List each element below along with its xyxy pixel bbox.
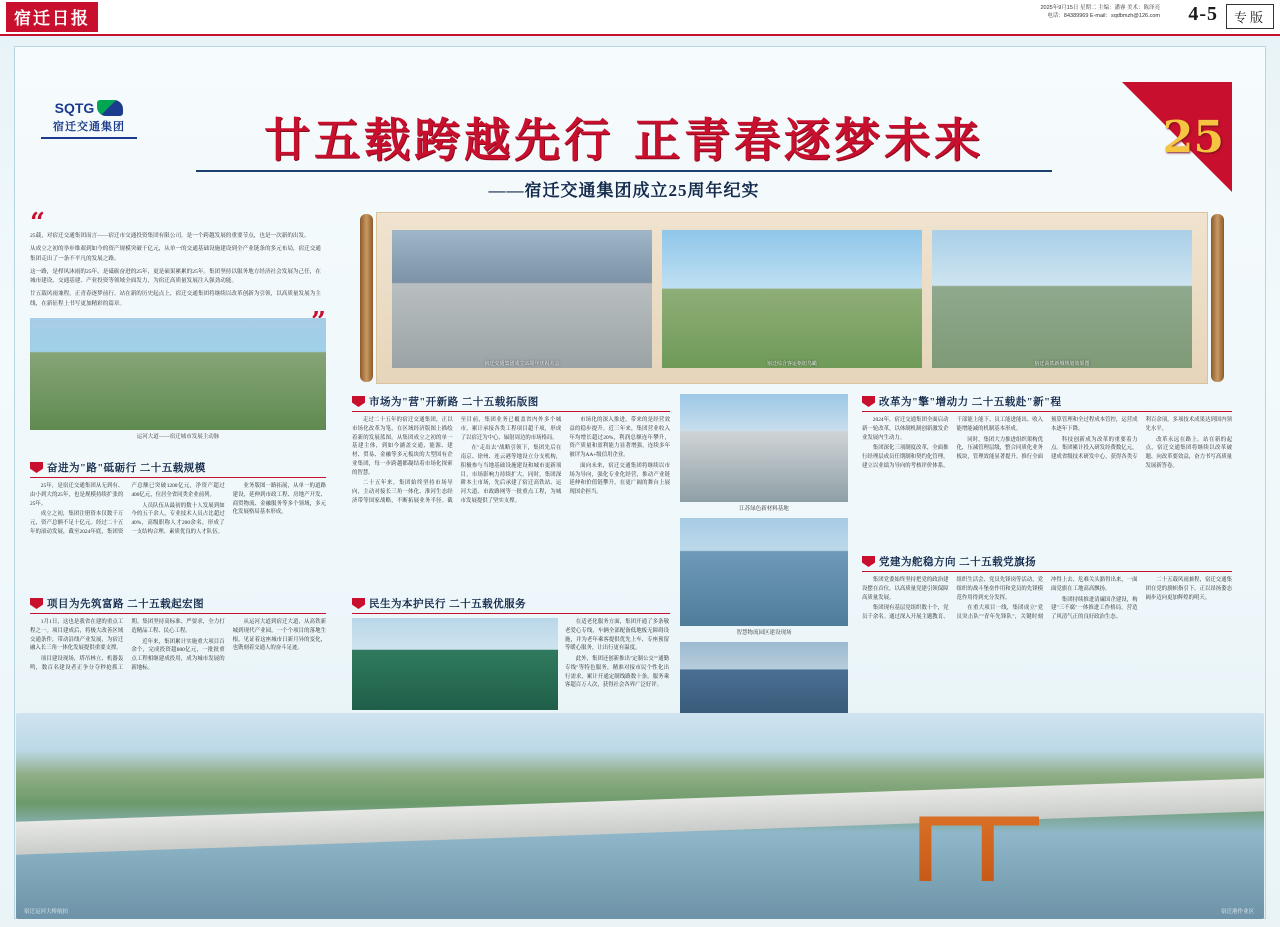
article-market-header (352, 394, 670, 412)
scroll-rod-left (360, 214, 373, 382)
article-progress-p4: 业务版图一路拓展，从单一的道路建设，延伸到市政工程、房地产开发、商贸物流、金融服务等多个领域，多元化发展格局基本形成。 (232, 483, 326, 516)
article-progress-p3: 人员队伍从最初的数十人发展到如今的五千余人，专业技术人员占比超过40%，高级职称人才200余名，形成了一支结构合理、素质优良的人才队伍。 (131, 502, 225, 535)
article-livelihood-header (352, 596, 670, 614)
masthead-meta-line1: 2025年9月15日 星期二 主编：潘睿 美术：陈泽亮 (1040, 5, 1160, 11)
flag-icon (862, 396, 875, 407)
article-project-p4: 从运河大道到宿迁大道，从高铁新城到现代产业园，一个个项目的落地生根，见证着这座城市日新月异的变化，也镌刻着交通人的奋斗足迹。 (232, 619, 326, 652)
article-party-p5: 二十五载风雨兼程，宿迁交通集团在党的旗帜指引下，正以昂扬姿态阔步迈向更加辉煌的明天。 (1145, 577, 1232, 601)
panorama-photo (16, 713, 1264, 919)
photo-bus-depot (352, 618, 558, 710)
photo-hub-caption: 宿迁综合客运枢纽鸟瞰 (766, 362, 817, 367)
scroll-photos (392, 230, 1192, 368)
flag-icon (30, 598, 43, 609)
article-market-p2: 二十五年来，集团始终坚持市场导向，主动对接长三角一体化、淮河生态经济带等国家战略，不断拓展业务半径。截至目前，集团业务已覆盖省内外多个城市，累计承接各类工程项目超千项，形成了以宿迁为中心、辐射周边的市场格局。 (352, 417, 562, 504)
article-reform-p1: 2024年，宿迁交通集团全面启动新一轮改革，以体制机制创新激发企业发展内生动力。 (862, 417, 949, 441)
article-party-p1: 集团党委始终坚持把党的政治建设摆在首位，以高质量党建引领保障高质量发展。 (862, 577, 949, 601)
scroll-rod-right (1211, 214, 1224, 382)
quote-p4: 廿五载风雨兼程，正青春逐梦前行。站在新的历史起点上，宿迁交通集团将继续以改革创新为引领，以高质量发展为主线，在新征程上书写更加精彩的篇章。 (30, 291, 321, 307)
article-progress-p2: 成立之初，集团注册资本仅数千万元，资产总额不足十亿元。经过二十五年的滚动发展，截至2024年底，集团资产总额已突破1200亿元，净资产超过400亿元，位居全省同类企业前列。 (30, 483, 225, 535)
paper-nameplate: 宿迁日报 (6, 2, 98, 32)
article-reform-body (862, 416, 1232, 566)
flag-icon (352, 396, 365, 407)
photo-ceremony (392, 230, 652, 368)
quote-open-icon: “ (30, 208, 45, 238)
article-reform-p4: 科技创新成为改革的重要着力点。集团累计投入研发经费数亿元，建成省级技术研发中心，获得各类专利百余项，多项技术成果达到国内领先水平。 (1051, 417, 1232, 460)
lead-quote (30, 208, 326, 310)
article-progress-body (30, 482, 326, 537)
article-market (352, 394, 670, 586)
quote-p2: 从成立之初的举步维艰到如今的资产规模突破千亿元，从单一的交通基础设施建设到全产业链条的多元布局，宿迁交通集团走出了一条不平凡的发展之路。 (30, 245, 321, 262)
scroll-photo-banner (352, 212, 1232, 384)
article-project (30, 596, 326, 673)
article-project-p2: 项目建设现场，塔吊林立、机器轰鸣，数百名建设者正争分夺秒抢抓工期。集团坚持高标准、严要求，全力打造精品工程、民心工程。 (30, 619, 225, 671)
masthead-meta-line2: 电话：84389969 E-mail：sqdbmzh@126.com (1047, 13, 1160, 20)
article-party-header (862, 554, 1232, 572)
photo-logistics-park-caption: 智慧物流园区建设现场 (736, 630, 792, 636)
article-project-p1: 1月1日，这也是我省在建的重点工程之一。项目建成后，将极大改善区域交通条件，带动沿线产业发展，为宿迁融入长三角一体化发展提供重要支撑。 (30, 619, 124, 652)
flag-icon (862, 556, 875, 567)
article-market-title: 市场为"营"开新路 二十五载拓版图 (369, 397, 539, 408)
hero-left-photo-block (30, 318, 326, 446)
photo-ceremony-caption: 宿迁交通集团成立25周年庆祝大会 (484, 362, 560, 367)
page-subtitle: ——宿迁交通集团成立25周年纪实 (488, 181, 760, 200)
photo-newcity (932, 230, 1192, 368)
article-progress (30, 460, 326, 537)
article-party-p4: 集团持续推进清廉国企建设，构建"三不腐"一体推进工作格局，营造了风清气正的良好政治生态。 (1051, 596, 1138, 620)
article-market-p3: 在"走出去"战略引领下，集团先后在南京、徐州、连云港等地设立分支机构，积极参与当地基础设施建设和城市更新项目，市场影响力持续扩大。同时，集团深耕本土市场，先后承建了宿迁高铁站、运河大道、市政路网等一批重点工程，为城市发展提供了坚实支撑。 (460, 445, 562, 504)
article-market-p1: 走过二十五年的宿迁交通集团，正以市场化改革为笔，在区域经济版图上描绘着新的发展蓝图。从集团成立之初的单一基建主体，到如今涵盖交通、能源、建材、贸易、金融等多元板块的大型国有企业集团，每一步跨越都凝结着市场化探索的智慧。 (352, 417, 453, 476)
article-reform (862, 394, 1232, 566)
article-livelihood-title: 民生为本护民行 二十五载优服务 (369, 599, 527, 610)
article-livelihood-body-b (565, 618, 669, 690)
masthead-meta (1041, 4, 1161, 21)
photo-canal-avenue (30, 318, 326, 430)
article-reform-p5: 改革永远在路上。站在新的起点，宿迁交通集团将继续以改革破题、向改革要效益，奋力书写高质量发展新答卷。 (1145, 436, 1232, 469)
article-livelihood-p3: 在适老化服务方面，集团开通了多条敬老爱心专线，车辆全部配备低地板无障碍设施，并为老年乘客提供优先上车、专座预留等暖心服务，让出行更有温度。 (565, 619, 669, 652)
article-market-body (352, 416, 670, 586)
photo-hub (662, 230, 922, 368)
logo-text-en: SQTG (54, 100, 95, 116)
article-party-title: 党建为舵稳方向 二十五载党旗扬 (879, 557, 1037, 568)
masthead-bar (0, 0, 1280, 36)
panorama-right-caption: 宿迁港作业区 (1220, 909, 1254, 915)
newspaper-page (0, 36, 1280, 927)
article-project-body (30, 618, 326, 673)
panorama-left-caption: 宿迁运河大桥航拍 (24, 909, 69, 915)
middle-photo-stack (680, 394, 848, 742)
article-reform-p3: 同时，集团大力推进组织架构优化，压减管理层级，整合同质化业务板块，管理效能显著提升。推行全面预算管理和全过程成本管控，运营成本逐年下降。 (956, 417, 1138, 460)
article-reform-p2: 集团深化三项制度改革，全面推行经理层成员任期制和契约化管理，建立以业绩为导向的考核评价体系，干部能上能下、员工能进能出、收入能增能减的机制基本形成。 (862, 417, 1043, 469)
photo-logistics-park (680, 518, 848, 626)
article-progress-title: 奋进为"路"砥砺行 二十五载规模 (47, 463, 206, 474)
photo-green-materials (680, 394, 848, 502)
subtitle-rule (196, 170, 1052, 172)
article-market-p5: 面向未来，宿迁交通集团将继续以市场为导向，强化专业化经营，推动产业链延伸和价值链攀升，在更广阔的舞台上展现国企担当。 (569, 462, 670, 495)
photo-green-materials-caption: 江苏绿色新材料基地 (739, 506, 789, 512)
quote-p3: 这一路，是栉风沐雨的25年，是砥砺奋进的25年，更是硕果累累的25年。集团坚持以服务地方经济社会发展为己任，在城市建设、交通基建、产业投资等领域全面发力，为宿迁高质量发展注入强劲动能。 (30, 268, 321, 285)
article-party-p3: 在重大项目一线，集团成立"党员突击队""青年先锋队"，关键时刻冲得上去、危难关头豁得出来，一面面党旗在工地高高飘扬。 (956, 577, 1138, 620)
article-reform-title: 改革为"擎"增动力 二十五载赴"新"程 (879, 397, 1062, 408)
subtitle-block (196, 170, 1052, 201)
page-header (16, 82, 1232, 198)
article-project-p3: 近年来，集团累计实施重大项目百余个，完成投资超800亿元，一批批重点工程相继建成投用，成为城市发展的新地标。 (131, 638, 225, 671)
article-project-header (30, 596, 326, 614)
page-title: 廿五载跨越先行 正青春逐梦未来 (263, 113, 984, 167)
photo-canal-avenue-caption: 运河大道——宿迁城市发展主动脉 (136, 434, 220, 440)
panorama-bridge-deck (16, 778, 1264, 855)
anniversary-number: 25 (1162, 112, 1224, 163)
section-label: 专版 (1226, 4, 1274, 29)
photo-newcity-caption: 宿迁高铁新城规划效果图 (1034, 362, 1090, 367)
article-market-p4: 市场化的深入推进，带来的是经营效益的稳步提升。近三年来，集团营业收入年均增长超过20%，利润总额连年攀升，资产质量和盈利能力显著增强，连续多年被评为AA+级信用企业。 (569, 417, 670, 458)
article-project-title: 项目为先筑富路 二十五载起宏图 (47, 599, 205, 610)
article-livelihood-p4: 此外，集团还创新推出"定制公交""通勤专线"等特色服务，精准对接市民个性化出行需求，累计开通定制线路数十条，服务乘客超百万人次，获得社会各界广泛好评。 (565, 656, 669, 689)
article-party-p2: 集团现有基层党组织数十个，党员千余名。通过深入开展主题教育、组织生活会、党员先锋岗等活动，党组织的战斗堡垒作用和党员的先锋模范作用得到充分发挥。 (862, 577, 1043, 620)
article-reform-header (862, 394, 1232, 412)
logo-text-cn: 宿迁交通集团 (53, 121, 125, 133)
article-progress-p1: 25年，是宿迁交通集团从无到有、由小到大的25年，也是规模持续扩张的25年。 (30, 483, 124, 507)
quote-p1: 25载，对宿迁交通集团而言——宿迁市交通投资集团有限公司，是一个跨越发展的重要节点，也是一次新的出发。 (30, 233, 310, 240)
flag-icon (352, 598, 365, 609)
page-number: 4-5 (1188, 3, 1218, 25)
anniversary-ribbon (1112, 82, 1232, 202)
flag-icon (30, 462, 43, 473)
quote-body (30, 232, 326, 309)
article-progress-header (30, 460, 326, 478)
